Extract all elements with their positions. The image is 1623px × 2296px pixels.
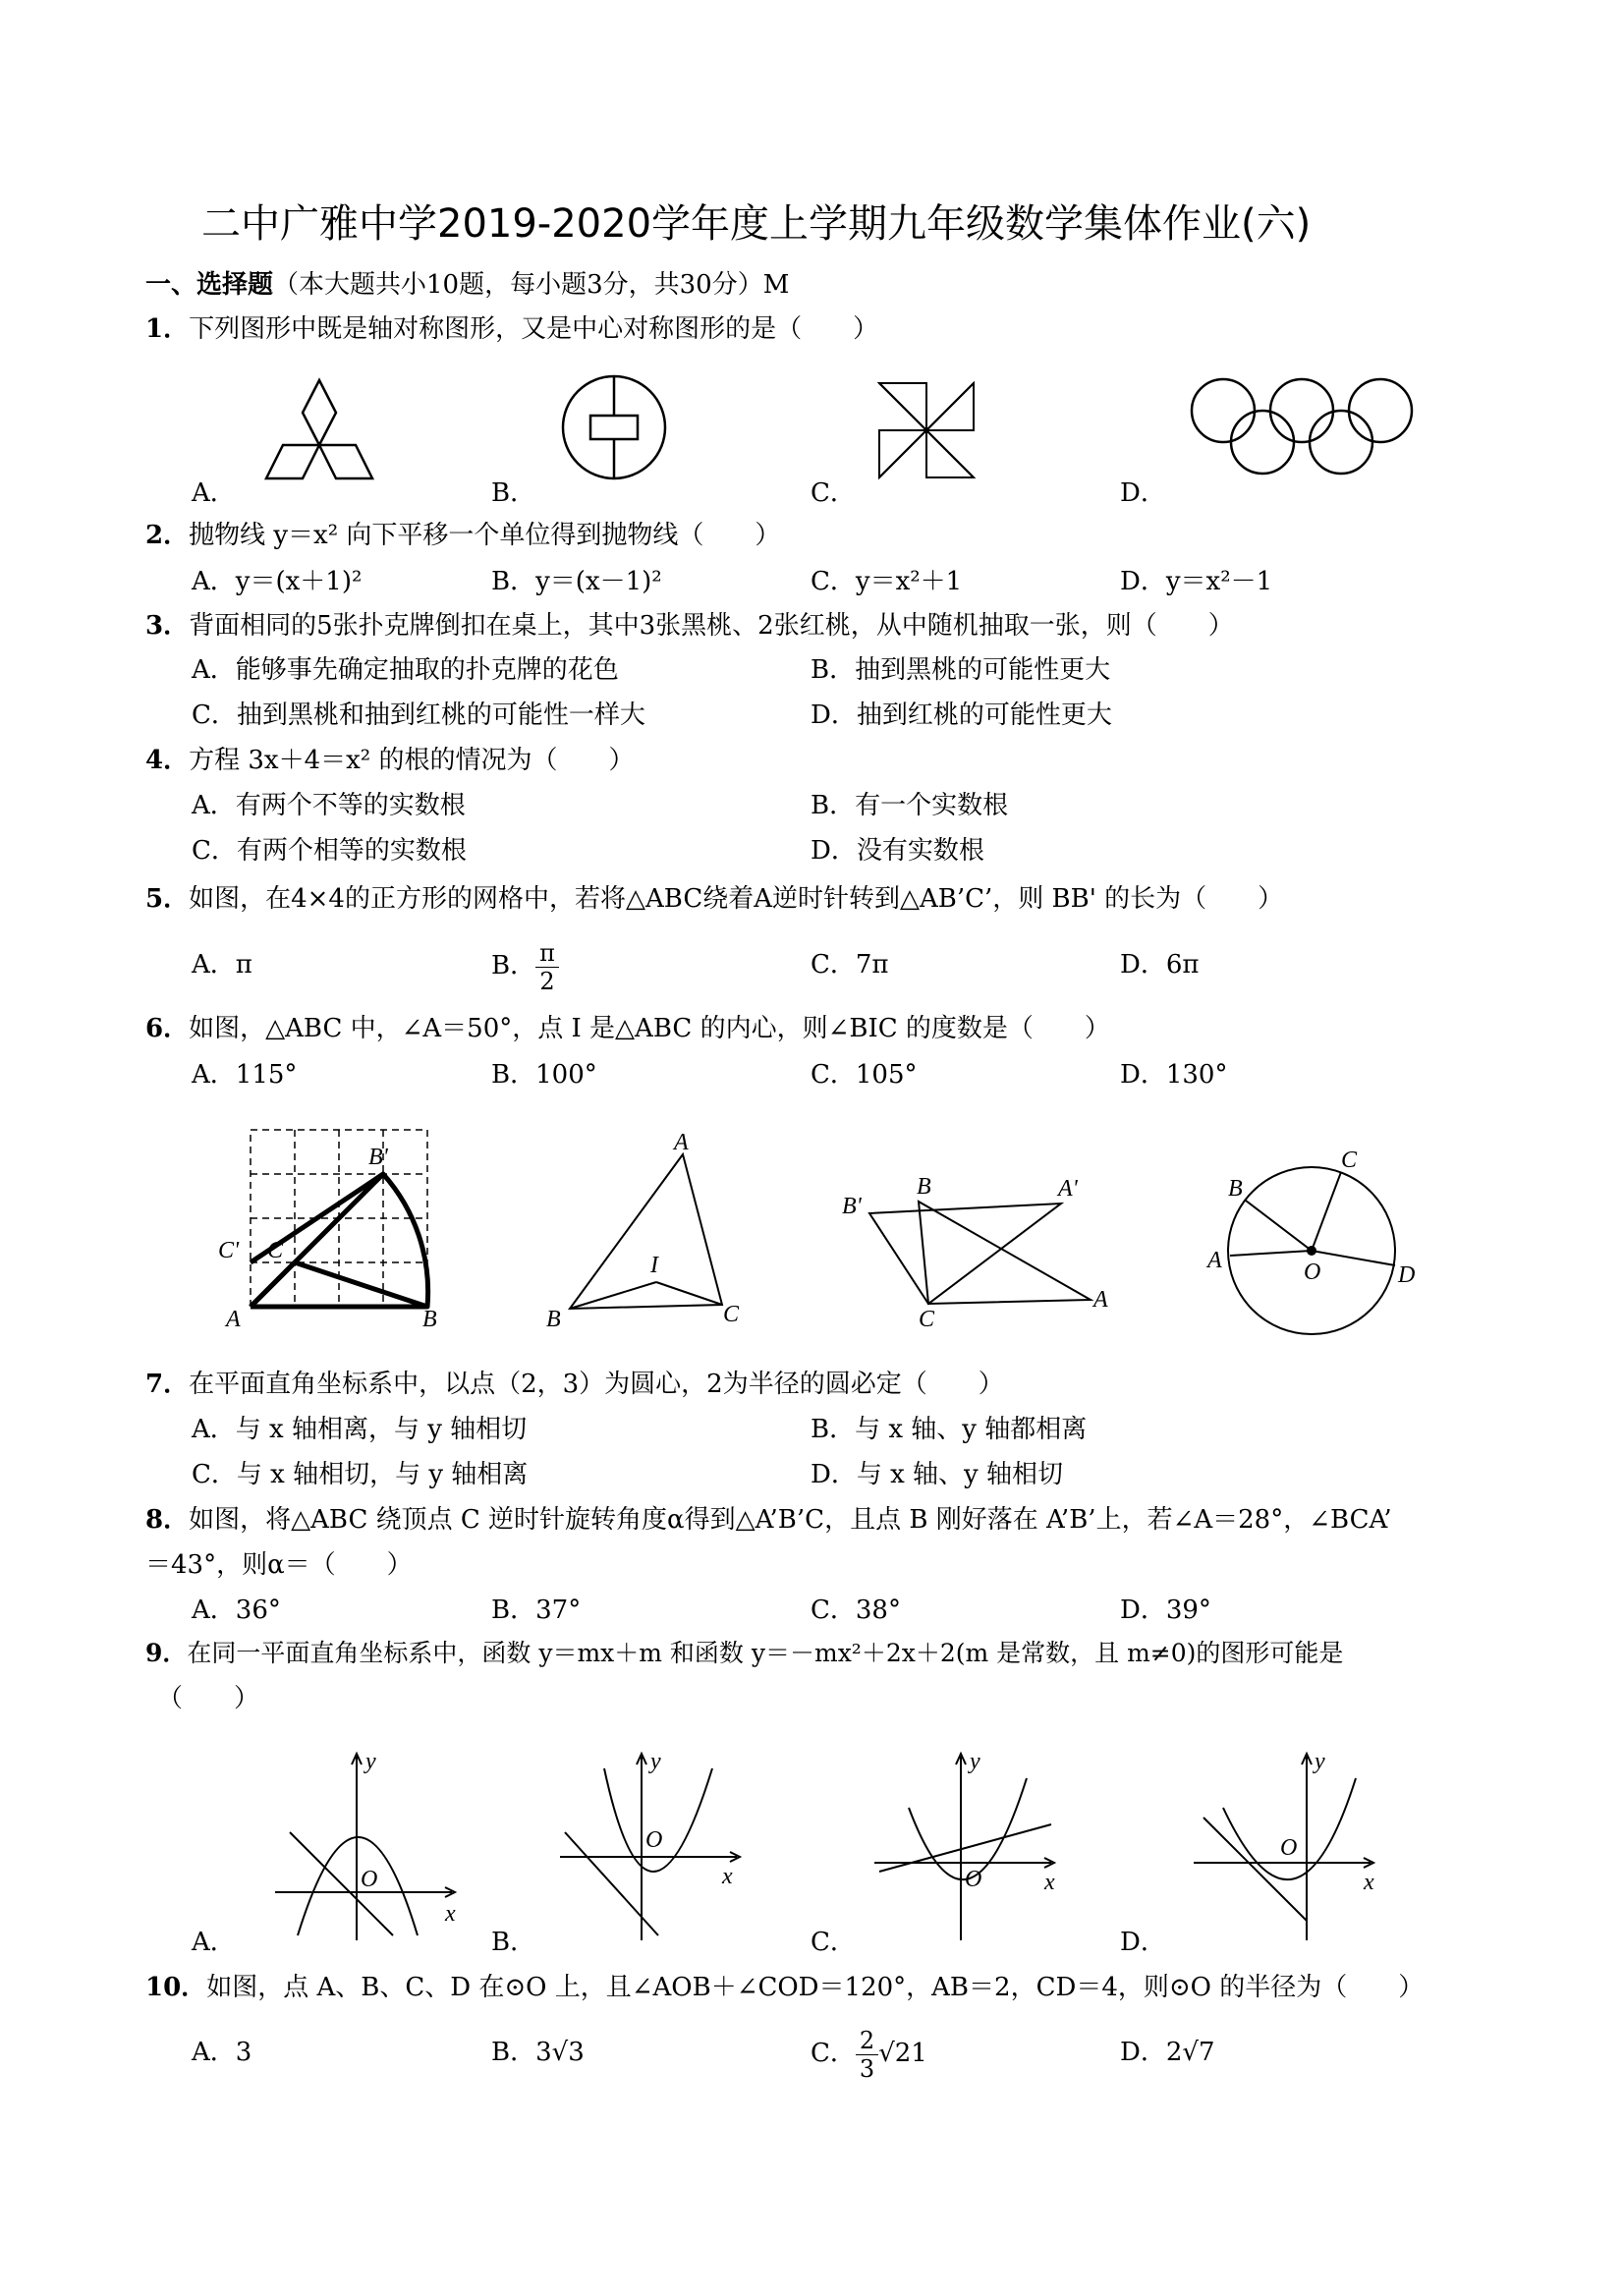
label-i: I: [650, 1253, 658, 1278]
q4-option-a: A．有两个不等的实数根: [192, 791, 466, 820]
q6-option-c: C．105°: [811, 1060, 918, 1090]
question-7: 7．在平面直角坐标系中，以点（2，3）为圆心，2为半径的圆必定（ ）: [145, 1370, 1004, 1399]
q2-option-c: C．y＝x²＋1: [811, 567, 963, 596]
q4-option-d: D．没有实数根: [811, 836, 984, 866]
axis-y: y: [650, 1749, 661, 1774]
q5-option-d: D．6π: [1120, 950, 1200, 980]
q7-option-a: A．与 x 轴相离，与 y 轴相切: [192, 1415, 528, 1444]
axis-x: x: [1364, 1870, 1374, 1895]
section-label: 一、选择题: [145, 270, 274, 300]
question-8-continued: ＝43°，则α＝（ ）: [145, 1550, 413, 1580]
q9-option-b: B．: [491, 1928, 536, 1957]
origin: O: [965, 1867, 982, 1892]
label-c-prime: C': [218, 1238, 240, 1263]
figure-incenter-triangle: [540, 1130, 756, 1331]
fraction: $\frac{2}{3}$: [856, 2027, 878, 2083]
q6-option-d: D．130°: [1120, 1060, 1228, 1090]
origin: O: [361, 1867, 378, 1892]
figure-mitsubishi: [246, 368, 393, 486]
rhombus-left: [266, 445, 319, 478]
question-5: 5．如图，在4×4的正方形的网格中，若将△ABC绕着A逆时针转到△AB’C’，则 BB' 的长为（ ）: [145, 884, 1284, 914]
q9-option-d: D．: [1120, 1928, 1166, 1957]
label-b: B: [422, 1307, 437, 1332]
q1-option-c: C．: [811, 478, 856, 508]
label-b-prime: B': [368, 1145, 388, 1170]
question-8: 8．如图，将△ABC 绕顶点 C 逆时针旋转角度α得到△A’B’C，且点 B 刚好落在 A’B’上，若∠A＝28°，∠BCA’: [145, 1505, 1392, 1535]
q9-option-c: C．: [811, 1928, 856, 1957]
page-title: 二中广雅中学2019-2020学年度上学期九年级数学集体作业(六): [201, 201, 1312, 247]
question-3: 3．背面相同的5张扑克牌倒扣在桌上，其中3张黑桃、2张红桃，从中随机抽取一张，则（ ）: [145, 611, 1234, 641]
q3-option-b: B．抽到黑桃的可能性更大: [811, 655, 1111, 685]
label-a: A: [1093, 1287, 1108, 1313]
q10-option-a: A．3: [192, 2038, 252, 2067]
figure-circle-rectangle: [555, 368, 673, 486]
label-c: C: [1341, 1148, 1358, 1173]
figure-pinwheel: [874, 378, 982, 486]
figure-circle-chords: [1203, 1140, 1439, 1341]
q1-option-a: A．: [192, 478, 236, 508]
fraction: $\frac{\pi}{2}$: [535, 939, 559, 995]
q2-option-b: B．y＝(x－1)²: [491, 567, 662, 596]
q1-option-b: B．: [491, 478, 536, 508]
graph-c: [869, 1749, 1066, 1945]
label-a: A: [1207, 1248, 1222, 1273]
q7-option-c: C．与 x 轴相切，与 y 轴相离: [192, 1460, 529, 1489]
figure-olympic-rings: [1184, 371, 1420, 479]
q5-option-c: C．7π: [811, 950, 889, 980]
q10-option-b: B．3√3: [491, 2038, 585, 2067]
label-c: C: [267, 1238, 284, 1263]
q5-option-b: B． $\frac{\pi}{2}$: [491, 931, 559, 1000]
question-2: 2．抛物线 y＝x² 向下平移一个单位得到抛物线（ ）: [145, 521, 781, 550]
label-c: C: [723, 1302, 740, 1327]
graph-b: [555, 1749, 752, 1945]
axis-y: y: [1315, 1749, 1325, 1774]
label-a: A: [674, 1130, 689, 1155]
q7-option-b: B．与 x 轴、y 轴都相离: [811, 1415, 1088, 1444]
figure-rotated-triangles: [840, 1164, 1125, 1332]
q8-option-a: A．36°: [192, 1596, 281, 1625]
graph-a: [270, 1749, 467, 1945]
label-c: C: [919, 1307, 935, 1332]
q9-option-a: A．: [192, 1928, 236, 1957]
q1-option-d: D．: [1120, 478, 1166, 508]
q10-option-d: D．2√7: [1120, 2038, 1215, 2067]
question-4: 4．方程 3x＋4＝x² 的根的情况为（ ）: [145, 746, 635, 775]
origin: O: [645, 1827, 663, 1853]
label-b: B: [917, 1174, 931, 1200]
graph-d: [1189, 1749, 1385, 1945]
axis-x: x: [445, 1901, 456, 1927]
q2-option-a: A．y＝(x＋1)²: [192, 567, 363, 596]
question-6: 6．如图，△ABC 中，∠A＝50°，点 I 是△ABC 的内心，则∠BIC 的度数是（ ）: [145, 1014, 1110, 1043]
q8-option-b: B．37°: [491, 1596, 582, 1625]
q2-option-d: D．y＝x²－1: [1120, 567, 1273, 596]
axis-x: x: [722, 1864, 733, 1889]
label-b: B: [1228, 1176, 1243, 1202]
question-10: 10．如图，点 A、B、C、D 在⊙O 上，且∠AOB＋∠COD＝120°，AB＝2，CD＝4，则⊙O 的半径为（ ）: [145, 1973, 1425, 2002]
q3-option-a: A．能够事先确定抽取的扑克牌的花色: [192, 655, 619, 685]
q8-option-c: C．38°: [811, 1596, 901, 1625]
q3-option-c: C．抽到黑桃和抽到红桃的可能性一样大: [192, 700, 645, 730]
label-d: D: [1398, 1262, 1416, 1288]
q10-option-c: C． $\frac{2}{3}$ √21: [811, 2026, 927, 2083]
question-1: 1．下列图形中既是轴对称图形，又是中心对称图形的是（ ）: [145, 314, 879, 344]
q6-option-b: B．100°: [491, 1060, 597, 1090]
axis-y: y: [970, 1749, 980, 1774]
section-header: [145, 268, 789, 302]
axis-x: x: [1044, 1870, 1055, 1895]
origin: O: [1280, 1835, 1298, 1861]
center-dot: [1307, 1246, 1316, 1256]
q4-option-c: C．有两个相等的实数根: [192, 836, 467, 866]
label-b-prime: B': [842, 1194, 862, 1219]
figure-grid-rotation: [216, 1120, 452, 1331]
section-note: （本大题共小10题，每小题3分，共30分）M: [273, 270, 790, 300]
q5-option-a: A．π: [192, 950, 252, 980]
q7-option-d: D．与 x 轴、y 轴相切: [811, 1460, 1063, 1489]
label-a-prime: A': [1058, 1176, 1078, 1202]
q3-option-d: D．抽到红桃的可能性更大: [811, 700, 1112, 730]
label-b: B: [546, 1307, 561, 1332]
q8-option-d: D．39°: [1120, 1596, 1211, 1625]
question-9-continued: （ ）: [157, 1684, 260, 1713]
rhombus-right: [319, 445, 372, 478]
label-a: A: [226, 1307, 241, 1332]
q6-option-a: A．115°: [192, 1060, 298, 1090]
label-o: O: [1304, 1260, 1321, 1285]
axis-y: y: [365, 1749, 376, 1774]
q4-option-b: B．有一个实数根: [811, 791, 1009, 820]
question-9: 9．在同一平面直角坐标系中，函数 y＝mx＋m 和函数 y＝－mx²＋2x＋2(m 是常数，且 m≠0)的图形可能是: [145, 1639, 1344, 1667]
